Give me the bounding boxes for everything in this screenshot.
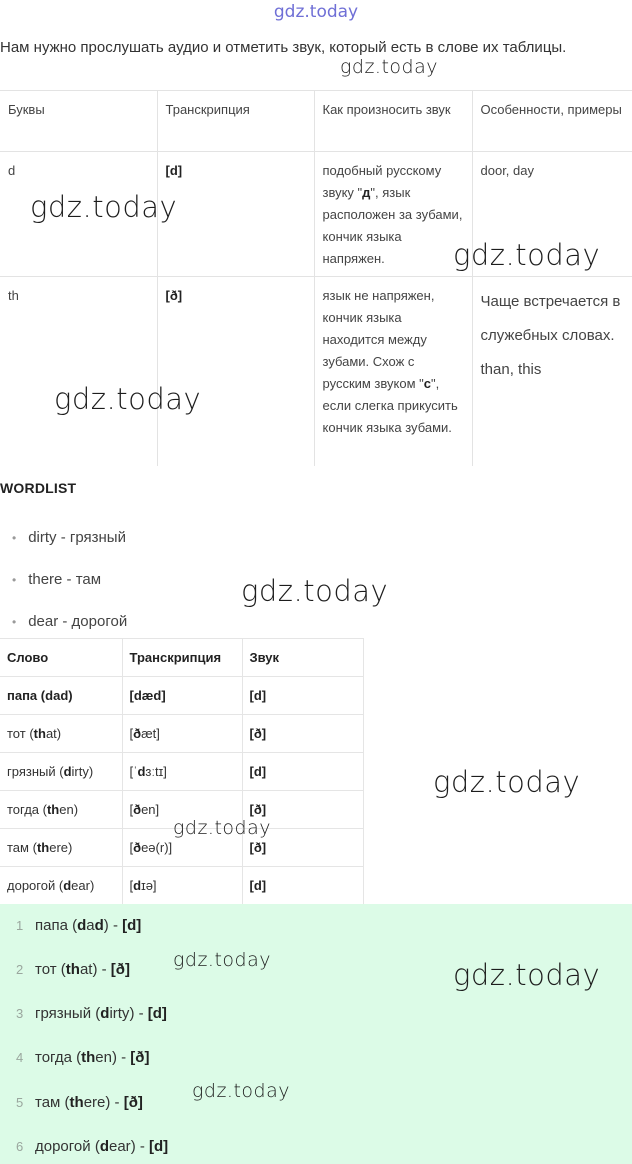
table-row: [0, 715, 363, 753]
word-cell: там (there): [0, 829, 122, 867]
site-logo: gdz.today: [273, 2, 359, 22]
answer-number: 3: [16, 1006, 24, 1021]
header-letters: Буквы: [0, 91, 157, 152]
answer-item: 5 там (there) - [ð]: [16, 1091, 143, 1115]
sound-row-th: [0, 277, 632, 467]
answer-number: 4: [16, 1050, 24, 1065]
answer-number: 1: [16, 918, 24, 933]
list-item: • there - там: [12, 571, 102, 588]
header-transcription: Транскрипция: [157, 91, 314, 152]
answer-number: 5: [16, 1095, 24, 1110]
sound-cell: [d]: [242, 867, 363, 905]
bullet-icon: •: [12, 573, 17, 587]
table-row: [0, 677, 363, 715]
word-table: [0, 638, 364, 905]
sound-cell: [d]: [242, 753, 363, 791]
pronounce-cell: подобный русскому звуку "д", язык расположен за зубами, кончик языка напряжен.: [314, 152, 472, 277]
word-cell: тогда (then): [0, 791, 122, 829]
answer-item: 4 тогда (then) - [ð]: [16, 1046, 149, 1070]
wordlist: [12, 520, 127, 646]
letters-cell: d: [0, 152, 157, 277]
watermark-text: gdz.today: [340, 56, 438, 78]
answer-item: 3 грязный (dirty) - [d]: [16, 1002, 167, 1026]
sound-table-header: [0, 91, 632, 152]
wordlist-heading: WORDLIST: [0, 480, 77, 496]
list-item: • dirty - грязный: [12, 529, 126, 546]
sound-cell: [ð]: [242, 715, 363, 753]
transcription-cell: [ðeə(r)]: [122, 829, 242, 867]
pronounce-cell: язык не напряжен, кончик языка находится между зубами. Схож с русским звуком "с", если слегка прикусить кончик языка зубами.: [314, 277, 472, 467]
bullet-icon: •: [12, 615, 17, 629]
word-table-header: [0, 639, 363, 677]
table-row: [0, 753, 363, 791]
watermark-text: gdz.today: [453, 238, 601, 272]
answer-number: 6: [16, 1139, 24, 1154]
transcription-cell: [ðæt]: [122, 715, 242, 753]
answer-box: [0, 904, 632, 1164]
notes-cell: Чаще встречается в служебных словах. than, this: [480, 293, 621, 378]
watermark-text: gdz.today: [433, 765, 581, 799]
sound-cell: [ð]: [242, 791, 363, 829]
answer-item: 1 папа (dad) - [d]: [16, 914, 141, 938]
word-cell: грязный (dirty): [0, 753, 122, 791]
answer-item: 6 дорогой (dear) - [d]: [16, 1135, 168, 1159]
answer-number: 2: [16, 962, 24, 977]
header-pronounce: Как произносить звук: [314, 91, 472, 152]
watermark-text: gdz.today: [192, 1080, 290, 1102]
transcription-cell: [ˈdɜːtɪ]: [122, 753, 242, 791]
header-word: Слово: [0, 639, 122, 677]
word-cell: тот (that): [0, 715, 122, 753]
list-item: • dear - дорогой: [12, 613, 128, 630]
watermark-text: gdz.today: [173, 949, 271, 971]
watermark-text: gdz.today: [30, 190, 178, 224]
transcription-cell: [dɪə]: [122, 867, 242, 905]
watermark-text: gdz.today: [241, 574, 389, 608]
word-cell: дорогой (dear): [0, 867, 122, 905]
sound-cell: [d]: [242, 677, 363, 715]
transcription-cell: [ð]: [157, 277, 314, 467]
header-notes: Особенности, примеры: [472, 91, 632, 152]
transcription-cell: [d]: [157, 152, 314, 277]
sound-cell: [ð]: [242, 829, 363, 867]
watermark-text: gdz.today: [453, 958, 601, 992]
word-cell: папа (dad): [0, 677, 122, 715]
watermark-text: gdz.today: [54, 382, 202, 416]
answer-item: 2 тот (that) - [ð]: [16, 958, 130, 982]
notes-cell: door, day: [472, 152, 632, 277]
watermark-text: gdz.today: [173, 817, 271, 839]
bullet-icon: •: [12, 531, 17, 545]
table-row: [0, 867, 363, 905]
intro-text: Нам нужно прослушать аудио и отметить звук, который есть в слове их таблицы.: [0, 39, 567, 56]
header-transcription: Транскрипция: [122, 639, 242, 677]
transcription-cell: [ðen]: [122, 791, 242, 829]
header-sound: Звук: [242, 639, 363, 677]
letters-cell: th: [0, 277, 157, 467]
transcription-cell: [dæd]: [122, 677, 242, 715]
